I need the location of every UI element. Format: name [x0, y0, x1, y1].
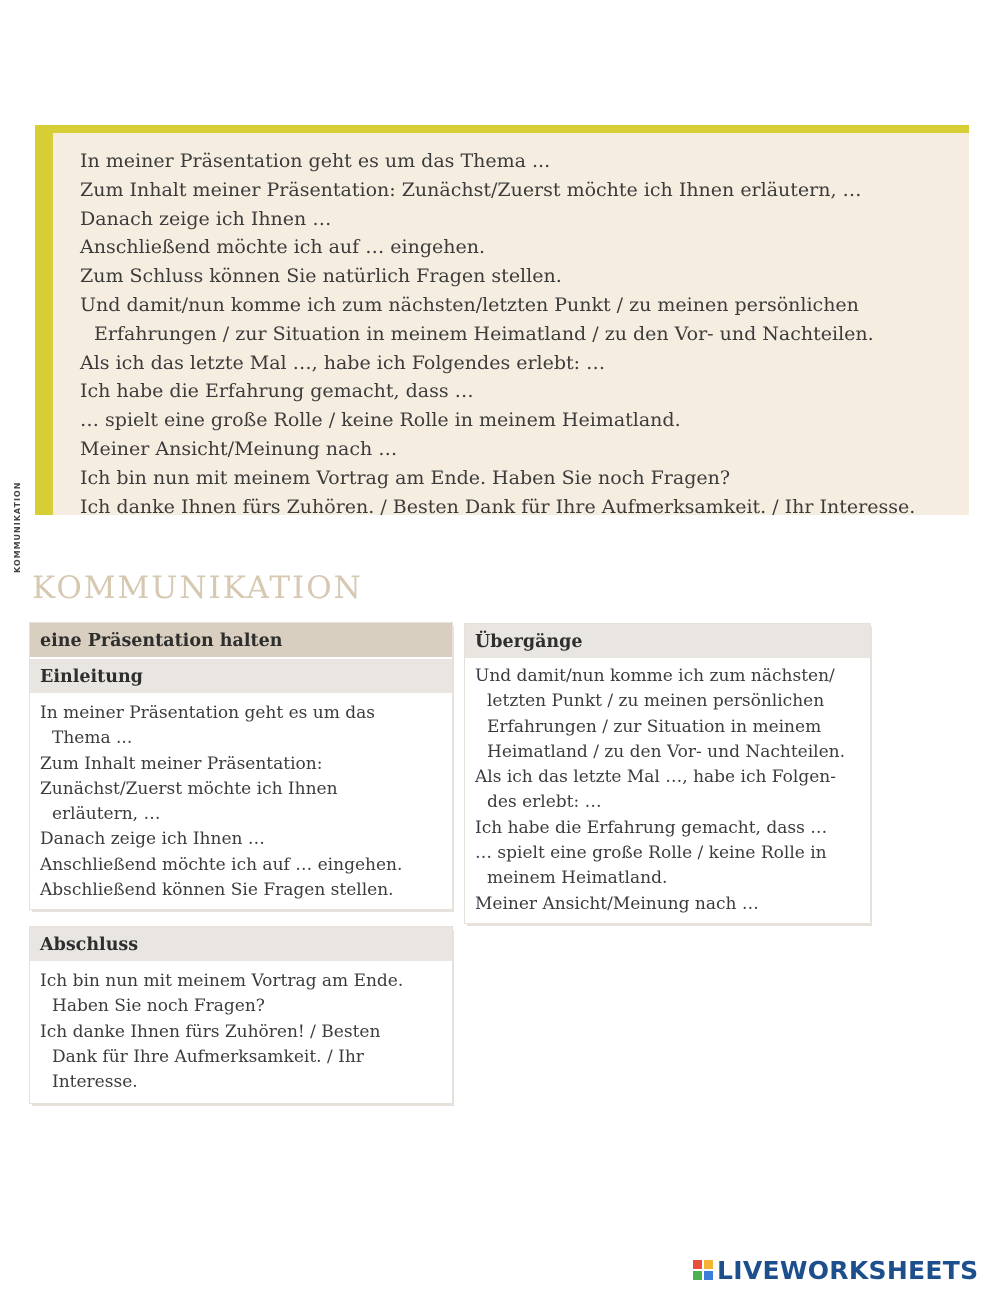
- section-title: KOMMUNIKATION: [32, 570, 363, 606]
- card-presentation: [30, 623, 452, 909]
- list-item: Meiner Ansicht/Meinung nach …: [475, 893, 759, 914]
- phrase-line: Als ich das letzte Mal …, habe ich Folgendes erlebt: …: [80, 351, 606, 374]
- phrase-line: Ich habe die Erfahrung gemacht, dass …: [80, 380, 474, 403]
- sidebar-label: KOMMUNIKATION: [13, 481, 22, 573]
- card-transitions: [465, 624, 870, 923]
- card-closing: [30, 927, 452, 1103]
- list-item: Zum Inhalt meiner Präsentation:: [40, 753, 323, 774]
- phrase-line: Danach zeige ich Ihnen …: [80, 207, 332, 230]
- list-item: Anschließend möchte ich auf … eingehen.: [40, 854, 403, 875]
- list-item: Als ich das letzte Mal …, habe ich Folgen- des erlebt: …: [475, 767, 836, 813]
- communication-box: [13, 125, 969, 573]
- list-item: Zunächst/Zuerst möchte ich Ihnen erläutern, …: [40, 778, 338, 825]
- closing-body: [30, 961, 452, 1103]
- card-title: eine Präsentation halten: [30, 623, 452, 657]
- phrase-list: [35, 133, 969, 521]
- intro-body: [30, 693, 452, 909]
- list-item: Ich danke Ihnen fürs Zuhören! / Besten Dank für Ihre Aufmerksamkeit. / Ihr Interesse.: [40, 1021, 381, 1093]
- closing-header: Abschluss: [30, 927, 452, 961]
- phrase-line: … spielt eine große Rolle / keine Rolle in meinem Heimatland.: [80, 409, 681, 432]
- phrase-line: Ich danke Ihnen fürs Zuhören. / Besten Dank für Ihre Aufmerksamkeit. / Ihr Interesse.: [80, 495, 916, 518]
- phrase-line: Und damit/nun komme ich zum nächsten/letzten Punkt / zu meinen persönlichen: [80, 293, 859, 316]
- logo-text: LIVEWORKSHEETS: [717, 1255, 979, 1285]
- list-item: Ich bin nun mit meinem Vortrag am Ende. Haben Sie noch Fragen?: [40, 971, 404, 1017]
- phrase-line: Meiner Ansicht/Meinung nach …: [80, 437, 398, 460]
- list-item: Und damit/nun komme ich zum nächsten/ letzten Punkt / zu meinen persönlichen Erfahrungen / zur Situation in meinem Heimatland / zu den Vor- und Nachteilen.: [475, 666, 846, 762]
- phrase-line: Erfahrungen / zur Situation in meinem Heimatland / zu den Vor- und Nachteilen.: [94, 322, 874, 345]
- logo-icon: [693, 1260, 713, 1280]
- sidebar-bar: [35, 133, 53, 515]
- phrase-line: Zum Schluss können Sie natürlich Fragen stellen.: [80, 265, 562, 288]
- transitions-header: Übergänge: [465, 624, 870, 658]
- list-item: Abschließend können Sie Fragen stellen.: [40, 880, 394, 901]
- phrase-line: Ich bin nun mit meinem Vortrag am Ende. Haben Sie noch Fragen?: [80, 466, 731, 489]
- list-item: Ich habe die Erfahrung gemacht, dass …: [475, 817, 828, 838]
- transitions-body: [465, 658, 870, 923]
- list-item: Danach zeige ich Ihnen …: [40, 829, 265, 850]
- intro-header: Einleitung: [30, 657, 452, 693]
- phrase-line: Zum Inhalt meiner Präsentation: Zunächst/Zuerst möchte ich Ihnen erläutern, …: [80, 178, 862, 201]
- list-item: … spielt eine große Rolle / keine Rolle in meinem Heimatland.: [475, 843, 827, 889]
- liveworksheets-logo: [693, 1255, 978, 1285]
- phrase-line: Anschließend möchte ich auf … eingehen.: [80, 236, 486, 259]
- phrase-line: In meiner Präsentation geht es um das Thema ...: [80, 150, 551, 172]
- list-item: In meiner Präsentation geht es um das Thema ...: [40, 703, 376, 749]
